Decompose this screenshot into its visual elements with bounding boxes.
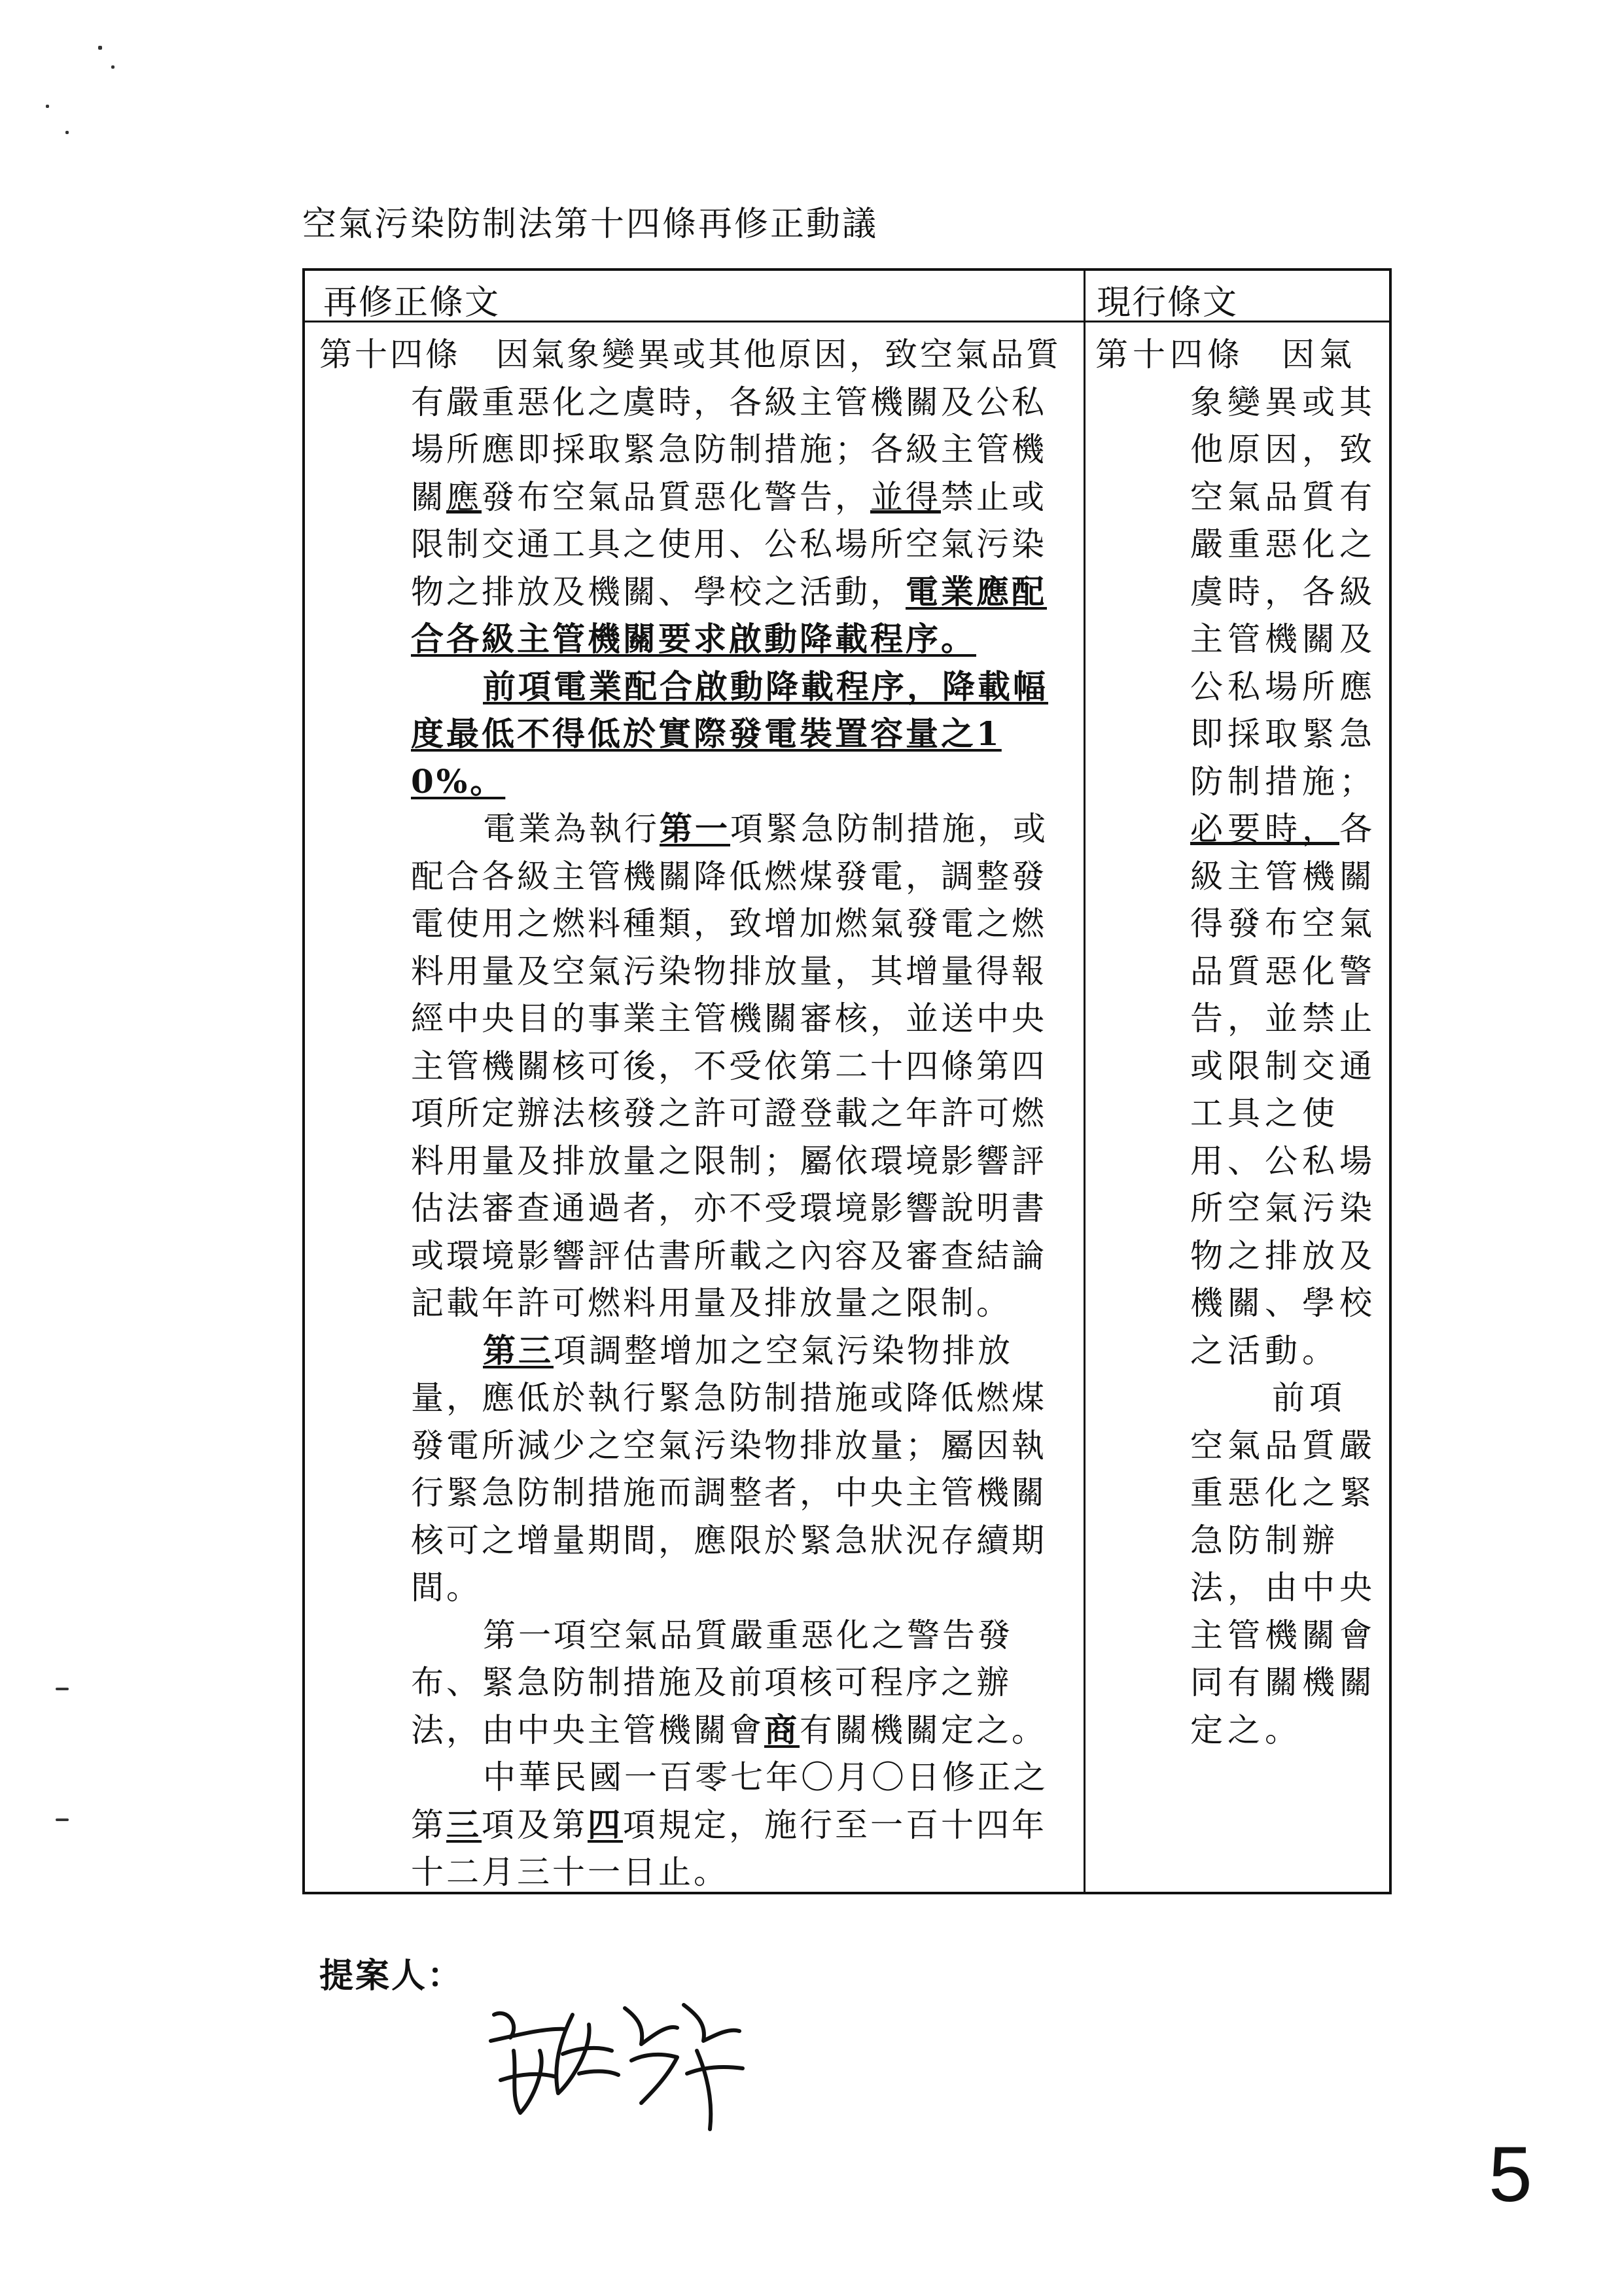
table-column-divider <box>1084 271 1086 1892</box>
text-run: 禁止或限制交通工具之使用、公私場所空氣污染物之排放及機關、學校之活動， <box>411 478 1047 611</box>
bold-underlined-run: 三 <box>446 1805 482 1844</box>
text-run: 項調整增加之空氣污染物排放量，應低於執行緊急防制措施或降低燃煤發電所減少之空氣污染物排放量；屬因執行緊急防制措施而調整者，中央主管機關核可之增量期間，應限於緊急狀況存續期間。 <box>411 1331 1047 1607</box>
revised-paragraph-6 <box>319 1754 1062 1896</box>
header-current-text: 現行條文 <box>1097 283 1239 322</box>
scan-speck <box>56 1818 69 1821</box>
revised-paragraph-3 <box>319 805 1062 1327</box>
header-revised-text: 再修正條文 <box>323 283 501 322</box>
text-run: 第十四條 因氣象變異或其他原因，致空氣品質有嚴重惡化之虞時，各級主管機關及公私場所應即採取緊急防制措施；各級主管機關 <box>319 336 1061 516</box>
revised-article-column <box>319 331 1062 1896</box>
amendment-table <box>302 268 1392 1894</box>
current-article-column <box>1095 331 1382 1754</box>
revised-paragraph-4 <box>319 1327 1062 1612</box>
current-paragraph-2: 前項空氣品質嚴重惡化之緊急防制辦法，由中央主管機關會同有關機關定之。 <box>1190 1379 1377 1749</box>
bold-underlined-run: 商 <box>764 1710 800 1749</box>
revised-paragraph-1 <box>319 331 1062 663</box>
bold-underlined-run: 四 <box>588 1805 623 1844</box>
page-number: 5 <box>1489 2131 1532 2218</box>
text-run: 有關機關定之。 <box>800 1711 1047 1749</box>
handwritten-signature <box>481 1989 756 2146</box>
text-run: 第十四條 因氣象變異或其他原因，致空氣品質有嚴重惡化之虞時，各級主管機關及公私場所應即採取緊急防制措施； <box>1095 336 1377 801</box>
underlined-run: 並得 <box>870 478 941 516</box>
document-title: 空氣污染防制法第十四條再修正動議 <box>302 205 879 244</box>
underlined-run: 應 <box>446 478 482 516</box>
scan-speck <box>65 131 69 134</box>
text-run: 電業為執行 <box>483 810 660 848</box>
text-run: 項緊急防制措施，或配合各級主管機關降低燃煤發電，調整發電使用之燃料種類，致增加燃氣發電之燃料用量及空氣污染物排放量，其增量得報經中央目的事業主管機關審核，並送中央主管機關核可後，不受依第二十四條第四項所定辦法核發之許可證登載之年許可燃料用量及排放量之限制；屬依環境影響評估法審查通過者，亦不受環境影響說明書或環境影響評估書所載之內容及審查結論記載年許可燃料用量及排放量之限制。 <box>411 810 1048 1322</box>
text-run: 中華民國一百零七年〇月〇日修正之第 <box>411 1758 1048 1844</box>
scan-speck <box>98 46 102 50</box>
text-run: 第一項空氣品質嚴重惡化之警告發布、緊急防制措施及前項核可程序之辦法，由中央主管機關會 <box>411 1616 1013 1749</box>
scan-speck <box>111 65 115 69</box>
bold-underlined-run: 第一 <box>660 809 730 848</box>
text-run: 項及第 <box>482 1805 588 1844</box>
text-run: 各級主管機關得發布空氣品質惡化警告，並禁止或限制交通工具之使用、公私場所空氣污染物之排放及機關、學校之活動。 <box>1190 810 1377 1370</box>
text-run: 項規定，施行至一百十四年十二月三十一日止。 <box>411 1805 1047 1891</box>
proposer-label: 提案人： <box>319 1956 464 1996</box>
bold-underlined-run: 前項電業配合啟動降載程序，降載幅度最低不得低於實際發電裝置容量之10%。 <box>411 667 1048 801</box>
scan-speck <box>46 105 49 108</box>
revised-paragraph-2 <box>319 663 1062 806</box>
scan-speck <box>56 1688 69 1690</box>
bold-underlined-run: 電業應配合各級主管機關要求啟動降載程序。 <box>411 572 1047 658</box>
bold-underlined-run: 第三 <box>483 1331 554 1370</box>
current-paragraph-1 <box>1095 331 1382 1374</box>
underlined-run: 必要時， <box>1190 810 1339 848</box>
text-run: 發布空氣品質惡化警告， <box>482 478 870 516</box>
revised-paragraph-5 <box>319 1612 1062 1754</box>
